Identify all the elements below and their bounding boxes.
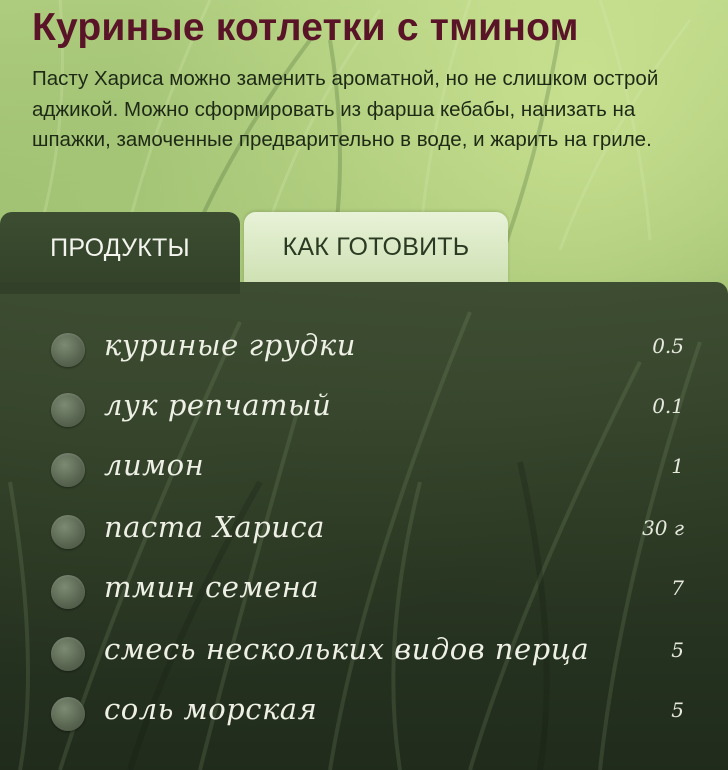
ingredient-name: лимон [104, 448, 205, 482]
ingredient-amount: 30 г [642, 516, 684, 540]
bullet-icon [51, 393, 85, 427]
ingredient-row[interactable] [0, 624, 728, 684]
bullet-icon [51, 333, 85, 367]
bullet-icon [51, 575, 85, 609]
tab-products-label: ПРОДУКТЫ [50, 233, 190, 262]
bullet-icon [51, 697, 85, 731]
ingredient-amount: 5 [671, 638, 684, 662]
ingredient-amount: 1 [671, 454, 684, 478]
bullet-icon [51, 515, 85, 549]
ingredient-row[interactable] [0, 320, 728, 380]
ingredient-row[interactable] [0, 380, 728, 440]
ingredient-name: куриные грудки [104, 328, 356, 362]
ingredients-panel [0, 282, 728, 770]
ingredient-name: соль морская [104, 692, 318, 726]
ingredient-row[interactable] [0, 440, 728, 500]
ingredient-name: лук репчатый [104, 388, 332, 422]
recipe-description: Пасту Хариса можно заменить ароматной, но не слишком острой аджикой. Можно сформировать из фарша кебабы, нанизать на шпажки, замоченные предварительно в воде, и жарить на гриле. [32, 67, 659, 151]
ingredient-amount: 5 [671, 698, 684, 722]
ingredient-name: смесь нескольких видов перца [104, 632, 590, 666]
ingredient-row[interactable] [0, 502, 728, 562]
recipe-title: Куриные котлетки с тмином [32, 6, 579, 49]
bullet-icon [51, 637, 85, 671]
tab-how-to-cook[interactable] [244, 212, 508, 282]
ingredient-name: тмин семена [104, 570, 320, 604]
bullet-icon [51, 453, 85, 487]
ingredient-row[interactable] [0, 562, 728, 622]
tab-how-to-cook-label: КАК ГОТОВИТЬ [282, 232, 470, 261]
ingredient-amount: 0.1 [652, 394, 684, 418]
ingredient-amount: 7 [671, 576, 684, 600]
ingredient-name: паста Хариса [104, 510, 325, 544]
ingredient-amount: 0.5 [652, 334, 684, 358]
ingredient-row[interactable] [0, 684, 728, 744]
